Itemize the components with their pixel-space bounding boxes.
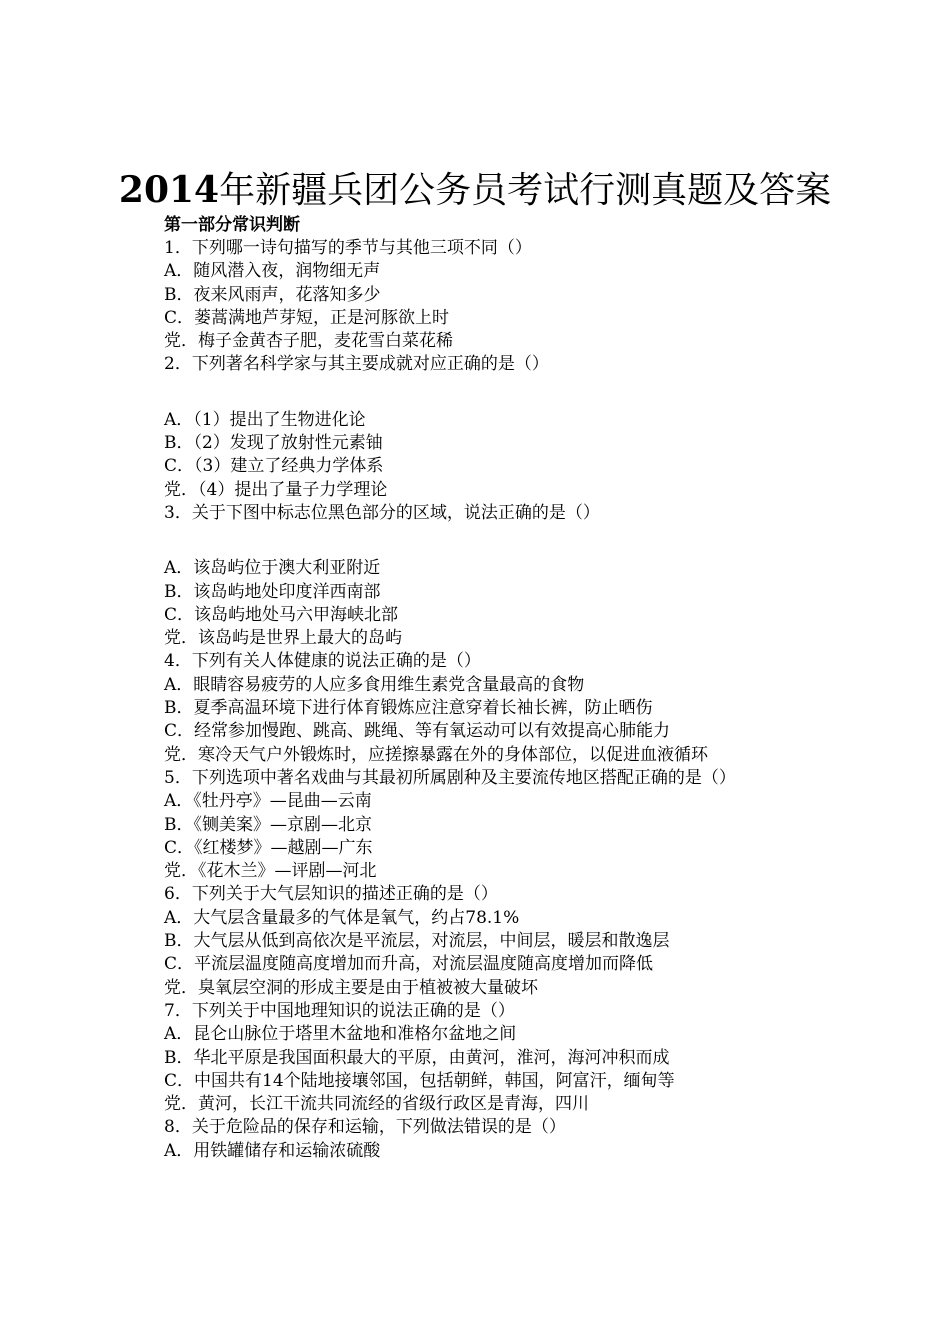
question-3-option-b: B．该岛屿地处印度洋西南部 <box>164 581 381 602</box>
question-5-option-a: A．《牡丹亭》—昆曲—云南 <box>164 791 372 812</box>
question-2-option-c: C．（3）建立了经典力学体系 <box>164 456 384 477</box>
question-4-stem: 4．下列有关人体健康的说法正确的是（） <box>164 651 481 672</box>
question-8-stem: 8．关于危险品的保存和运输，下列做法错误的是（） <box>164 1117 566 1138</box>
document-body <box>164 237 864 1163</box>
question-1-option-c: C．蒌蒿满地芦芽短，正是河豚欲上时 <box>164 307 450 328</box>
question-4-option-c: C．经常参加慢跑、跳高、跳绳、等有氧运动可以有效提高心肺能力 <box>164 721 671 742</box>
question-4-option-b: B．夏季高温环境下进行体育锻炼应注意穿着长袖长裤，防止晒伤 <box>164 698 653 719</box>
question-5-option-c: C．《红楼梦》—越剧—广东 <box>164 837 373 858</box>
question-2-option-d: 党．（4）提出了量子力学理论 <box>164 479 388 500</box>
question-6-option-c: C．平流层温度随高度增加而升高，对流层温度随高度增加而降低 <box>164 954 654 975</box>
question-2-option-b: B．（2）发现了放射性元素铀 <box>164 433 383 454</box>
question-6-option-d: 党．臭氧层空洞的形成主要是由于植被被大量破坏 <box>164 977 538 998</box>
question-7-option-a: A．昆仑山脉位于塔里木盆地和准格尔盆地之间 <box>164 1024 517 1045</box>
question-6-option-b: B．大气层从低到高依次是平流层，对流层，中间层，暖层和散逸层 <box>164 931 670 952</box>
question-3-option-d: 党．该岛屿是世界上最大的岛屿 <box>164 628 402 649</box>
question-3-stem: 3．关于下图中标志位黑色部分的区域，说法正确的是（） <box>164 502 600 523</box>
question-1-stem: 1．下列哪一诗句描写的季节与其他三项不同（） <box>164 238 532 258</box>
question-5-stem: 5．下列选项中著名戏曲与其最初所属剧种及主要流传地区搭配正确的是（） <box>164 767 736 788</box>
title-year: 2014 <box>118 169 220 211</box>
question-6-stem: 6．下列关于大气层知识的描述正确的是（） <box>164 884 498 905</box>
question-3-option-c: C．该岛屿地处马六甲海峡北部 <box>164 604 399 625</box>
question-5-option-d: 党．《花木兰》—评剧—河北 <box>164 861 377 882</box>
question-1-option-b: B．夜来风雨声，花落知多少 <box>164 284 381 305</box>
question-4-option-d: 党．寒冷天气户外锻炼时，应搓擦暴露在外的身体部位，以促进血液循环 <box>164 744 708 765</box>
question-1-option-a: A．随风潜入夜，润物细无声 <box>164 261 381 282</box>
question-7-stem: 7．下列关于中国地理知识的说法正确的是（） <box>164 1000 515 1021</box>
question-7-option-d: 党．黄河，长江干流共同流经的省级行政区是青海，四川 <box>164 1094 589 1115</box>
figure-gap <box>164 377 864 409</box>
question-8-option-a: A．用铁罐储存和运输浓硫酸 <box>164 1140 381 1161</box>
title-text: 年新疆兵团公务员考试行测真题及答案 <box>219 170 832 211</box>
question-2-stem: 2．下列著名科学家与其主要成就对应正确的是（） <box>164 354 549 375</box>
document-title <box>0 168 950 213</box>
question-7-option-c: C．中国共有14个陆地接壤邻国，包括朝鲜，韩国，阿富汗，缅甸等 <box>164 1070 675 1091</box>
question-1-option-d: 党．梅子金黄杏子肥，麦花雪白菜花稀 <box>164 331 453 352</box>
question-4-option-a: A．眼睛容易疲劳的人应多食用维生素党含量最高的食物 <box>164 674 585 695</box>
question-5-option-b: B．《铡美案》—京剧—北京 <box>164 814 372 835</box>
figure-gap <box>164 525 864 557</box>
question-2-option-a: A．（1）提出了生物进化论 <box>164 409 366 430</box>
question-3-option-a: A．该岛屿位于澳大利亚附近 <box>164 558 381 579</box>
question-7-option-b: B．华北平原是我国面积最大的平原，由黄河，淮河，海河冲积而成 <box>164 1047 670 1068</box>
question-6-option-a: A．大气层含量最多的气体是氧气，约占78.1% <box>164 907 520 928</box>
section-heading: 第一部分常识判断 <box>164 215 300 235</box>
